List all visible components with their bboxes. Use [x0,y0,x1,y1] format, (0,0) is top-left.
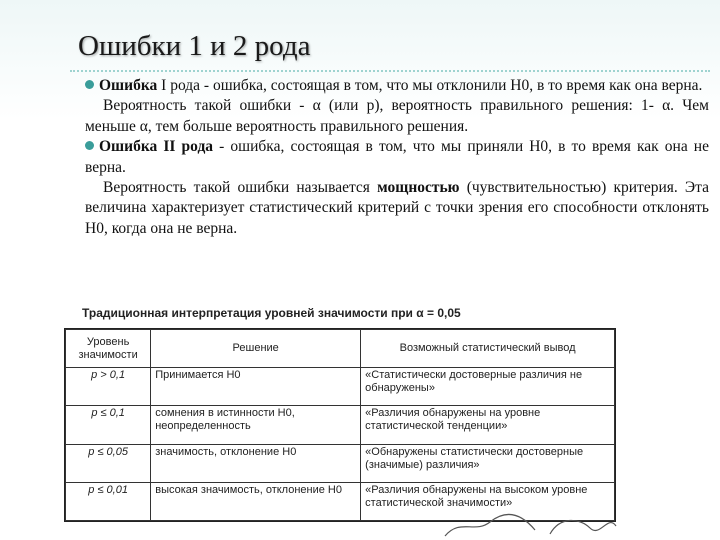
header-level: Уровень значимости [66,330,151,368]
decision-cell: Принимается H0 [151,368,361,406]
bullet-icon [85,141,94,150]
table-frame [64,328,616,522]
significance-table [65,329,615,521]
conclusion-cell: «Различия обнаружены на высоком уровне статистической значимости» [361,482,615,520]
decision-cell: сомнения в истинности H0, неопределенность [151,406,361,444]
conclusion-cell: «Статистически достоверные различия не обнаружены» [361,368,615,406]
conclusion-cell: «Различия обнаружены на уровне статистической тенденции» [361,406,615,444]
decision-cell: значимость, отклонение H0 [151,444,361,482]
title-divider [70,70,710,72]
header-decision: Решение [151,330,361,368]
paragraph-type2-error [85,137,709,178]
power-text-b: (чувствительностью) критерия. Эта величина характеризует статистический критерий с точки зрения его способности отклонять H0, когда она не верна. [85,179,710,237]
slide-title: Ошибки 1 и 2 рода [78,30,311,62]
term-rod: рода [170,77,201,94]
conclusion-cell: «Обнаружены статистически достоверные (значимые) различия» [361,444,615,482]
term-power: мощностью [377,179,460,197]
bullet-icon [85,80,94,89]
table-caption: Традиционная интерпретация уровней значимости при α = 0,05 [82,306,461,320]
p-value-cell: p ≤ 0,05 [88,445,128,458]
p-value-cell: p ≤ 0,01 [88,483,128,496]
p-value-cell: p ≤ 0,1 [91,407,125,420]
p-value-cell: p > 0,1 [91,369,126,382]
type1-definition: - ошибка, состоящая в том, что мы отклонили H0, в то время как она верна. [200,77,703,94]
header-conclusion: Возможный статистический вывод [361,330,615,368]
term-type2-error: Ошибка II рода [99,138,214,156]
paragraph-type1-error [85,76,709,96]
table-header-row [66,330,615,368]
significance-table-image [60,300,620,540]
term-error: Ошибка [99,77,158,94]
paragraph-power [85,178,709,239]
table-row [66,406,615,444]
table-row [66,444,615,482]
table-row [66,368,615,406]
paragraph-alpha-probability: Вероятность такой ошибки - α (или p), вероятность правильного решения: 1- α. Чем меньше α, тем больше вероятность правильного решения. [85,97,709,135]
term-roman-1: I [161,77,167,94]
type2-definition: - ошибка, состоящая в том, что мы приняли H0, в то время как она не верна. [85,138,709,176]
slide-body [85,76,709,239]
power-text-a: Вероятность такой ошибки называется [103,179,378,197]
decision-cell: высокая значимость, отклонение H0 [151,482,361,520]
hand-drawn-scribble [440,508,620,538]
